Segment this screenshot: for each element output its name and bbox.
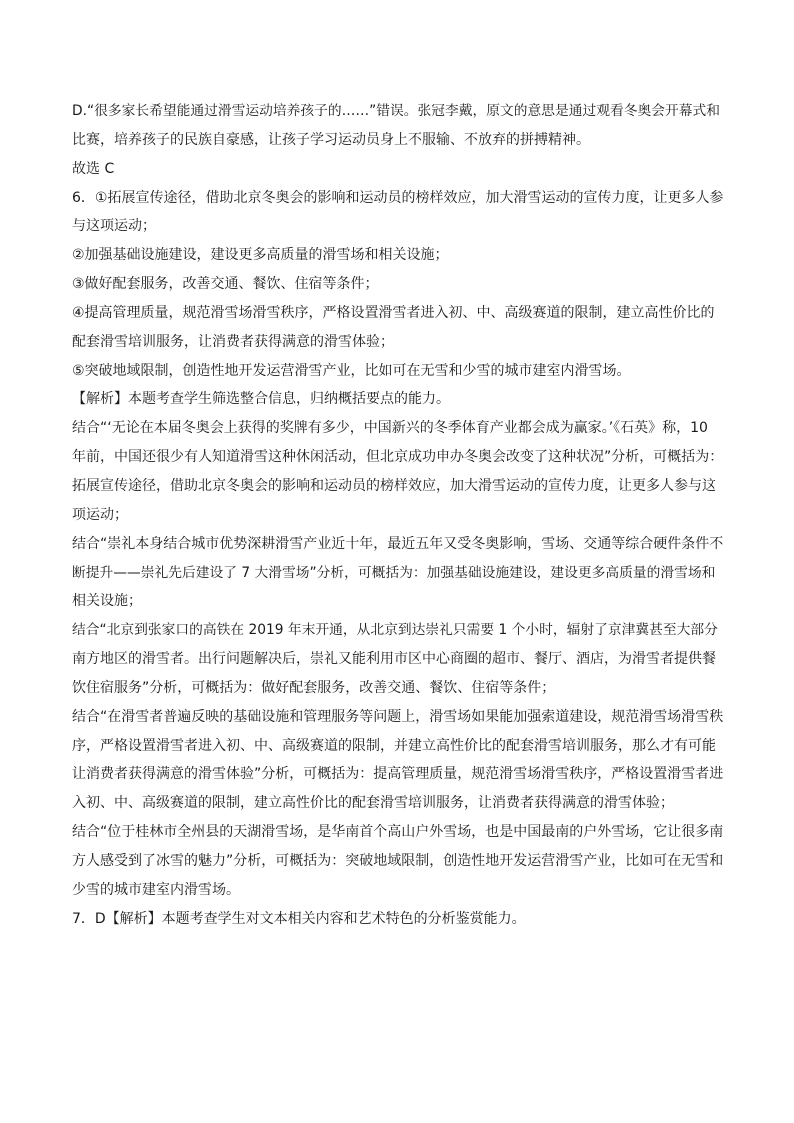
text-line: 让消费者获得满意的滑雪体验”分析，可概括为：提高管理质量，规范滑雪场滑雪秩序，严格设置滑雪者进 <box>72 766 724 783</box>
text-line: ②加强基础设施建设，建设更多高质量的滑雪场和相关设施； <box>72 247 449 264</box>
text-line: ③做好配套服务，改善交通、餐饮、住宿等条件； <box>72 276 379 293</box>
text-line: 少雪的城市建室内滑雪场。 <box>72 881 240 898</box>
text-line: 方人感受到了冰雪的魅力”分析，可概括为：突破地域限制，创造性地开发运营滑雪产业，比如可在无雪和 <box>72 852 724 869</box>
text-line: 饮住宿服务”分析，可概括为：做好配套服务，改善交通、餐饮、住宿等条件； <box>72 679 556 696</box>
text-line: 6．①拓展宣传途径，借助北京冬奥会的影响和运动员的榜样效应，加大滑雪运动的宣传力度，让更多人参 <box>72 189 724 206</box>
text-line: 拓展宣传途径，借助北京冬奥会的影响和运动员的榜样效应，加大滑雪运动的宣传力度，让更多人参与这 <box>72 477 716 494</box>
text-line: 结合“崇礼本身结合城市优势深耕滑雪产业近十年，最近五年又受冬奥影响，雪场、交通等综合硬件条件不 <box>72 535 724 552</box>
text-line: 故选 C <box>72 160 115 177</box>
text-line: 序，严格设置滑雪者进入初、中、高级赛道的限制，并建立高性价比的配套滑雪培训服务，那么才有可能 <box>72 737 716 754</box>
text-line: 断提升——崇礼先后建设了 7 大滑雪场”分析，可概括为：加强基础设施建设，建设更多高质量的滑雪场和 <box>72 564 716 581</box>
text-line: 相关设施； <box>72 593 142 610</box>
answer-text-body <box>72 97 726 933</box>
text-line: 比赛，培养孩子的民族自豪感，让孩子学习运动员身上不服输、不放弃的拼搏精神。 <box>72 131 590 148</box>
text-line: 年前，中国还很少有人知道滑雪这种休闲活动，但北京成功申办冬奥会改变了这种状况”分析，可概括为： <box>72 449 724 466</box>
text-line: 配套滑雪培训服务，让消费者获得满意的滑雪体验； <box>72 333 394 350</box>
text-line: D.“很多家长希望能通过滑雪运动培养孩子的……”错误。张冠李戴，原文的意思是通过观看冬奥会开幕式和 <box>72 103 720 119</box>
text-line: 项运动； <box>72 506 128 523</box>
text-line: 结合“北京到张家口的高铁在 2019 年末开通，从北京到达崇礼只需要 1 个小时，辐射了京津冀甚至大部分 <box>72 622 718 639</box>
text-line: 结合“在滑雪者普遍反映的基础设施和管理服务等问题上，滑雪场如果能加强索道建设，规范滑雪场滑雪秩 <box>72 708 724 725</box>
text-line: 【解析】本题考查学生筛选整合信息，归纳概括要点的能力。 <box>72 391 450 408</box>
text-line: 7．D【解析】本题考查学生对文本相关内容和艺术特色的分析鉴赏能力。 <box>72 910 526 927</box>
text-line: 结合“位于桂林市全州县的天湖滑雪场，是华南首个高山户外雪场，也是中国最南的户外雪场，它让很多南 <box>72 824 724 841</box>
text-line: 南方地区的滑雪者。出行问题解决后，崇礼又能利用市区中心商圈的超市、餐厅、酒店，为滑雪者提供餐 <box>72 651 716 668</box>
text-line: ④提高管理质量，规范滑雪场滑雪秩序，严格设置滑雪者进入初、中、高级赛道的限制，建立高性价比的 <box>72 304 715 321</box>
text-line: 入初、中、高级赛道的限制，建立高性价比的配套滑雪培训服务，让消费者获得满意的滑雪体验； <box>72 795 674 812</box>
text-line: ⑤突破地域限制，创造性地开发运营滑雪产业，比如可在无雪和少雪的城市建室内滑雪场。 <box>72 362 631 379</box>
text-line: 结合“‘无论在本届冬奥会上获得的奖牌有多少，中国新兴的冬季体育产业都会成为赢家。’《石英》称，10 <box>72 420 708 437</box>
text-line: 与这项运动； <box>72 218 156 235</box>
